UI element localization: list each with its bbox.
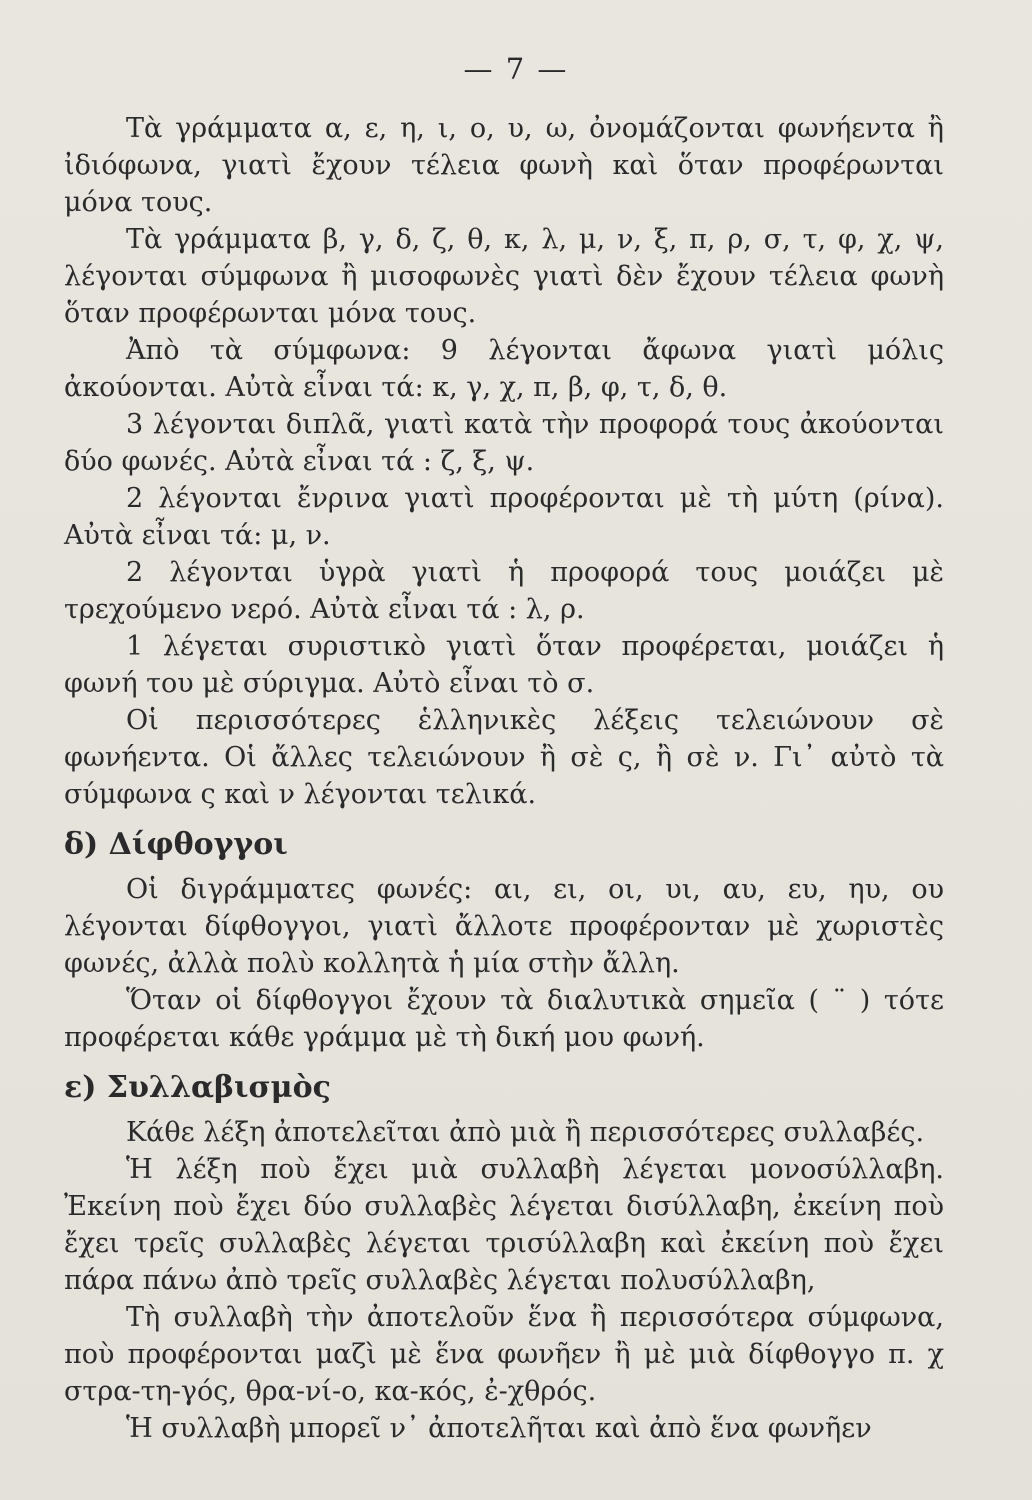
paragraph-vowels: Τὰ γράμματα α, ε, η, ι, ο, υ, ω, ὀνομάζονται φωνήεντα ἢ ἰδιόφωνα, γιατὶ ἔχουν τέλεια φωνὴ καὶ ὅταν προφέρωνται μόνα τους. bbox=[64, 113, 944, 218]
page-content bbox=[64, 110, 944, 1447]
paragraph-mute-consonants: Ἀπὸ τὰ σύμφωνα: 9 λέγονται ἄφωνα γιατὶ μόλις ἀκούονται. Αὐτὰ εἶναι τά: κ, γ, χ, π, β, φ, τ, δ, θ. bbox=[64, 335, 944, 403]
paragraph-double-consonants: 3 λέγονται διπλᾶ, γιατὶ κατὰ τὴν προφορά τους ἀκούονται δύο φωνές. Αὐτὰ εἶναι τά : ζ, ξ, ψ. bbox=[64, 409, 944, 477]
paragraph-syllable-counts: Ἡ λέξη ποὺ ἔχει μιὰ συλλαβὴ λέγεται μονοσύλλαβη. Ἐκείνη ποὺ ἔχει δύο συλλαβὲς λέγεται δισύλλαβη, ἐκείνη ποὺ ἔχει τρεῖς συλλαβὲς λέγεται τρισύλλαβη καὶ ἐκείνη ποὺ ἔχει πάρα πάνω ἀπὸ τρεῖς συλλαβὲς λέγεται πολυσύλλαβη, bbox=[64, 1154, 944, 1296]
paragraph-syllables: Κάθε λέξη ἀποτελεῖται ἀπὸ μιὰ ἢ περισσότερες συλλαβές. bbox=[126, 1117, 925, 1148]
paragraph-nasal-consonants: 2 λέγονται ἔνρινα γιατὶ προφέρονται μὲ τὴ μύτη (ρίνα). Αὐτὰ εἶναι τά: μ, ν. bbox=[64, 483, 944, 551]
paragraph-diphthongs: Οἱ διγράμματες φωνές: αι, ει, οι, υι, αυ, ευ, ηυ, ου λέγονται δίφθογγοι, γιατὶ ἄλλοτε προφέρονταν μὲ χωριστὲς φωνές, ἀλλὰ πολὺ κολλητὰ ἡ μία στὴν ἄλλη. bbox=[64, 874, 944, 979]
paragraph-diaeresis: Ὅταν οἱ δίφθογγοι ἔχουν τὰ διαλυτικὰ σημεῖα ( ¨ ) τότε προφέρεται κάθε γράμμα μὲ τὴ δική μου φωνή. bbox=[64, 985, 944, 1053]
paragraph-single-vowel-syllable: Ἡ συλλαβὴ μπορεῖ ν᾽ ἀποτελῆται καὶ ἀπὸ ἕνα φωνῆεν bbox=[126, 1413, 872, 1444]
section-heading-diphthongs: δ) Δίφθογγοι bbox=[64, 827, 288, 862]
section-heading-syllabification: ε) Συλλαβισμὸς bbox=[64, 1070, 331, 1105]
paragraph-syllable-composition: Τὴ συλλαβὴ τὴν ἀποτελοῦν ἕνα ἢ περισσότερα σύμφωνα, ποὺ προφέρονται μαζὶ μὲ ἕνα φωνῆεν ἢ μὲ μιὰ δίφθογγο π. χ στρα-τη-γός, θρα-νί-ο, κα-κός, ἐ-χθρός. bbox=[64, 1302, 944, 1407]
paragraph-liquid-consonants: 2 λέγονται ὑγρὰ γιατὶ ἡ προφορά τους μοιάζει μὲ τρεχούμενο νερό. Αὐτὰ εἶναι τά : λ, ρ. bbox=[64, 557, 944, 625]
paragraph-sibilant-consonant: 1 λέγεται συριστικὸ γιατὶ ὅταν προφέρεται, μοιάζει ἡ φωνή του μὲ σύριγμα. Αὐτὸ εἶναι τὸ σ. bbox=[64, 631, 944, 699]
paragraph-final-consonants: Οἱ περισσότερες ἑλληνικὲς λέξεις τελειώνουν σὲ φωνήεντα. Οἱ ἄλλες τελειώνουν ἢ σὲ ς, ἢ σὲ ν. Γι᾽ αὐτὸ τὰ σύμφωνα ς καὶ ν λέγονται τελικά. bbox=[64, 705, 944, 810]
page-number: — 7 — bbox=[463, 52, 569, 86]
paragraph-consonants: Τὰ γράμματα β, γ, δ, ζ, θ, κ, λ, μ, ν, ξ, π, ρ, σ, τ, φ, χ, ψ, λέγονται σύμφωνα ἢ μισοφωνὲς γιατὶ δὲν ἔχουν τέλεια φωνὴ ὅταν προφέρωνται μόνα τους. bbox=[64, 224, 944, 329]
